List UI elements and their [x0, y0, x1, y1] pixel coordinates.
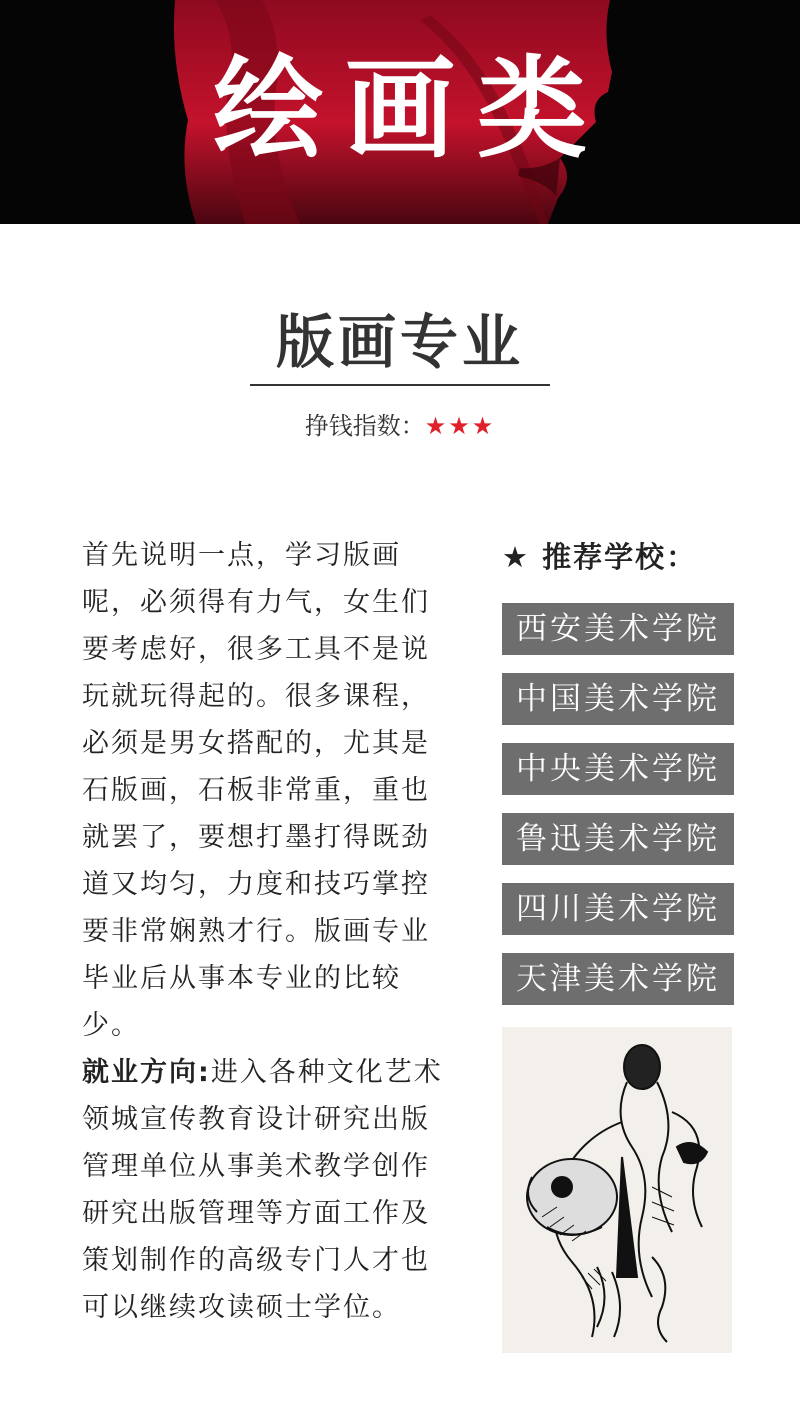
title-divider: [250, 384, 550, 386]
major-description: [82, 532, 452, 1331]
recommended-schools-heading: ★ 推荐学校：: [502, 540, 698, 574]
star-icon: ★★★: [424, 412, 496, 440]
career-text: 进入各种文化艺术领城宣传教育设计研究出版管理单位从事美术教学创作研究出版管理等方面工作及策划制作的高级专门人才也可以继续攻读硕士学位。: [82, 1057, 443, 1323]
school-list: [502, 603, 734, 1023]
school-item: 四川美术学院: [502, 883, 734, 935]
career-label: 就业方向:: [82, 1057, 211, 1088]
printmaking-artwork-image: [502, 1027, 732, 1353]
intro-paragraph: 首先说明一点，学习版画呢，必须得有力气，女生们要考虑好，很多工具不是说玩就玩得起的。很多课程，必须是男女搭配的，尤其是石版画，石板非常重，重也就罢了，要想打墨打得既劲道又均匀，力度和技巧掌控要非常娴熟才行。版画专业毕业后从事本专业的比较少。: [82, 540, 430, 1041]
school-item: 天津美术学院: [502, 953, 734, 1005]
income-rating: [250, 408, 550, 444]
school-item: 鲁迅美术学院: [502, 813, 734, 865]
school-item: 西安美术学院: [502, 603, 734, 655]
fish-woman-illustration: [502, 1027, 732, 1353]
banner-title: 绘画类: [213, 45, 609, 173]
rating-label: 挣钱指数：: [304, 412, 425, 440]
page-title: 版画专业: [275, 308, 524, 376]
school-item: 中央美术学院: [502, 743, 734, 795]
school-item: 中国美术学院: [502, 673, 734, 725]
banner: [0, 0, 800, 224]
career-paragraph: [82, 1049, 452, 1331]
